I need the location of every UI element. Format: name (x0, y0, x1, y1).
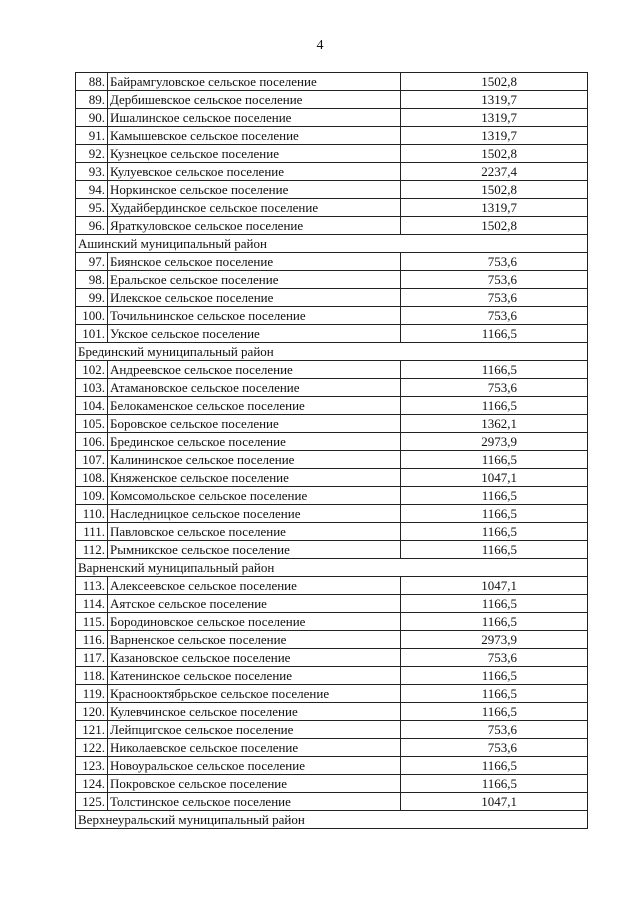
row-number: 122. (76, 739, 108, 757)
row-number: 121. (76, 721, 108, 739)
settlement-name: Норкинское сельское поселение (108, 181, 401, 199)
settlement-value: 2973,9 (401, 631, 588, 649)
settlement-value: 1166,5 (401, 541, 588, 559)
row-number: 98. (76, 271, 108, 289)
settlement-name: Боровское сельское поселение (108, 415, 401, 433)
settlement-name: Наследницкое сельское поселение (108, 505, 401, 523)
settlement-value: 1166,5 (401, 613, 588, 631)
table-row (76, 685, 588, 703)
table-row (76, 631, 588, 649)
row-number: 100. (76, 307, 108, 325)
table-row (76, 73, 588, 91)
table-row (76, 127, 588, 145)
row-number: 94. (76, 181, 108, 199)
table-row (76, 289, 588, 307)
table-row (76, 361, 588, 379)
table-row (76, 523, 588, 541)
row-number: 91. (76, 127, 108, 145)
row-number: 96. (76, 217, 108, 235)
settlement-value: 1319,7 (401, 127, 588, 145)
settlement-name: Аятское сельское поселение (108, 595, 401, 613)
row-number: 119. (76, 685, 108, 703)
settlement-value: 1166,5 (401, 703, 588, 721)
settlement-name: Варненское сельское поселение (108, 631, 401, 649)
settlement-value: 1502,8 (401, 217, 588, 235)
settlement-value: 753,6 (401, 307, 588, 325)
table-row (76, 451, 588, 469)
table-row (76, 595, 588, 613)
row-number: 90. (76, 109, 108, 127)
settlement-name: Яраткуловское сельское поселение (108, 217, 401, 235)
table-row (76, 181, 588, 199)
settlement-value: 1166,5 (401, 487, 588, 505)
table-row (76, 109, 588, 127)
settlement-name: Рымникское сельское поселение (108, 541, 401, 559)
row-number: 120. (76, 703, 108, 721)
settlement-value: 1166,5 (401, 757, 588, 775)
settlement-name: Биянское сельское поселение (108, 253, 401, 271)
settlement-value: 1166,5 (401, 775, 588, 793)
row-number: 116. (76, 631, 108, 649)
settlement-name: Дербишевское сельское поселение (108, 91, 401, 109)
settlement-name: Алексеевское сельское поселение (108, 577, 401, 595)
settlements-table (75, 72, 588, 829)
row-number: 123. (76, 757, 108, 775)
page-number: 4 (316, 38, 324, 53)
district-row (76, 343, 588, 361)
table-row (76, 253, 588, 271)
settlement-value: 1166,5 (401, 523, 588, 541)
table-row (76, 307, 588, 325)
row-number: 104. (76, 397, 108, 415)
table-row (76, 397, 588, 415)
table-row (76, 217, 588, 235)
settlement-name: Байрамгуловское сельское поселение (108, 73, 401, 91)
row-number: 117. (76, 649, 108, 667)
table-row (76, 505, 588, 523)
settlement-name: Новоуральское сельское поселение (108, 757, 401, 775)
settlement-value: 1047,1 (401, 793, 588, 811)
settlement-name: Калининское сельское поселение (108, 451, 401, 469)
settlement-value: 1502,8 (401, 181, 588, 199)
settlement-name: Ишалинское сельское поселение (108, 109, 401, 127)
settlement-name: Кузнецкое сельское поселение (108, 145, 401, 163)
settlement-name: Камышевское сельское поселение (108, 127, 401, 145)
settlement-value: 2237,4 (401, 163, 588, 181)
table-row (76, 163, 588, 181)
district-name: Верхнеуральский муниципальный район (76, 811, 588, 829)
row-number: 125. (76, 793, 108, 811)
settlement-name: Брединское сельское поселение (108, 433, 401, 451)
row-number: 88. (76, 73, 108, 91)
table-row (76, 199, 588, 217)
table-row (76, 577, 588, 595)
row-number: 93. (76, 163, 108, 181)
table-row (76, 433, 588, 451)
settlement-name: Бородиновское сельское поселение (108, 613, 401, 631)
row-number: 107. (76, 451, 108, 469)
row-number: 101. (76, 325, 108, 343)
row-number: 111. (76, 523, 108, 541)
settlement-name: Краснооктябрьское сельское поселение (108, 685, 401, 703)
settlement-name: Илекское сельское поселение (108, 289, 401, 307)
row-number: 115. (76, 613, 108, 631)
table-row (76, 271, 588, 289)
settlement-name: Точильнинское сельское поселение (108, 307, 401, 325)
settlement-name: Худайбердинское сельское поселение (108, 199, 401, 217)
settlement-name: Кулуевское сельское поселение (108, 163, 401, 181)
table-row (76, 775, 588, 793)
row-number: 113. (76, 577, 108, 595)
settlement-value: 2973,9 (401, 433, 588, 451)
table-row (76, 469, 588, 487)
row-number: 124. (76, 775, 108, 793)
settlement-value: 1166,5 (401, 685, 588, 703)
settlement-value: 753,6 (401, 289, 588, 307)
settlement-name: Павловское сельское поселение (108, 523, 401, 541)
settlement-value: 1166,5 (401, 361, 588, 379)
settlements-table-body (76, 73, 588, 829)
row-number: 95. (76, 199, 108, 217)
settlement-value: 1319,7 (401, 109, 588, 127)
settlement-name: Андреевское сельское поселение (108, 361, 401, 379)
row-number: 99. (76, 289, 108, 307)
settlement-value: 753,6 (401, 253, 588, 271)
district-name: Варненский муниципальный район (76, 559, 588, 577)
row-number: 112. (76, 541, 108, 559)
table-row (76, 487, 588, 505)
settlement-name: Покровское сельское поселение (108, 775, 401, 793)
settlement-value: 1319,7 (401, 91, 588, 109)
table-row (76, 613, 588, 631)
row-number: 118. (76, 667, 108, 685)
settlement-value: 1166,5 (401, 397, 588, 415)
settlement-value: 1502,8 (401, 73, 588, 91)
row-number: 106. (76, 433, 108, 451)
settlement-value: 1047,1 (401, 577, 588, 595)
settlement-value: 1047,1 (401, 469, 588, 487)
settlement-name: Катенинское сельское поселение (108, 667, 401, 685)
settlement-value: 753,6 (401, 649, 588, 667)
settlement-value: 1166,5 (401, 325, 588, 343)
settlement-value: 1362,1 (401, 415, 588, 433)
row-number: 102. (76, 361, 108, 379)
settlement-value: 1166,5 (401, 451, 588, 469)
settlement-name: Николаевское сельское поселение (108, 739, 401, 757)
row-number: 89. (76, 91, 108, 109)
district-row (76, 235, 588, 253)
settlement-name: Казановское сельское поселение (108, 649, 401, 667)
settlement-name: Белокаменское сельское поселение (108, 397, 401, 415)
settlement-value: 753,6 (401, 721, 588, 739)
table-row (76, 667, 588, 685)
row-number: 114. (76, 595, 108, 613)
table-row (76, 649, 588, 667)
table-row (76, 379, 588, 397)
table-row (76, 793, 588, 811)
settlement-name: Лейпцигское сельское поселение (108, 721, 401, 739)
settlement-name: Комсомольское сельское поселение (108, 487, 401, 505)
table-row (76, 541, 588, 559)
row-number: 92. (76, 145, 108, 163)
settlement-name: Княженское сельское поселение (108, 469, 401, 487)
settlement-value: 1166,5 (401, 667, 588, 685)
table-row (76, 325, 588, 343)
settlement-name: Атамановское сельское поселение (108, 379, 401, 397)
district-row (76, 559, 588, 577)
settlement-value: 1502,8 (401, 145, 588, 163)
settlement-value: 753,6 (401, 739, 588, 757)
table-row (76, 757, 588, 775)
settlement-value: 1166,5 (401, 595, 588, 613)
row-number: 108. (76, 469, 108, 487)
row-number: 110. (76, 505, 108, 523)
table-row (76, 415, 588, 433)
settlement-value: 1166,5 (401, 505, 588, 523)
row-number: 97. (76, 253, 108, 271)
settlement-name: Укское сельское поселение (108, 325, 401, 343)
settlement-value: 1319,7 (401, 199, 588, 217)
settlement-name: Кулевчинское сельское поселение (108, 703, 401, 721)
district-name: Ашинский муниципальный район (76, 235, 588, 253)
row-number: 103. (76, 379, 108, 397)
table-row (76, 721, 588, 739)
settlement-value: 753,6 (401, 379, 588, 397)
district-name: Брединский муниципальный район (76, 343, 588, 361)
table-row (76, 91, 588, 109)
table-row (76, 739, 588, 757)
row-number: 105. (76, 415, 108, 433)
settlement-name: Толстинское сельское поселение (108, 793, 401, 811)
table-row (76, 703, 588, 721)
settlement-name: Еральское сельское поселение (108, 271, 401, 289)
settlement-value: 753,6 (401, 271, 588, 289)
district-row (76, 811, 588, 829)
row-number: 109. (76, 487, 108, 505)
table-row (76, 145, 588, 163)
